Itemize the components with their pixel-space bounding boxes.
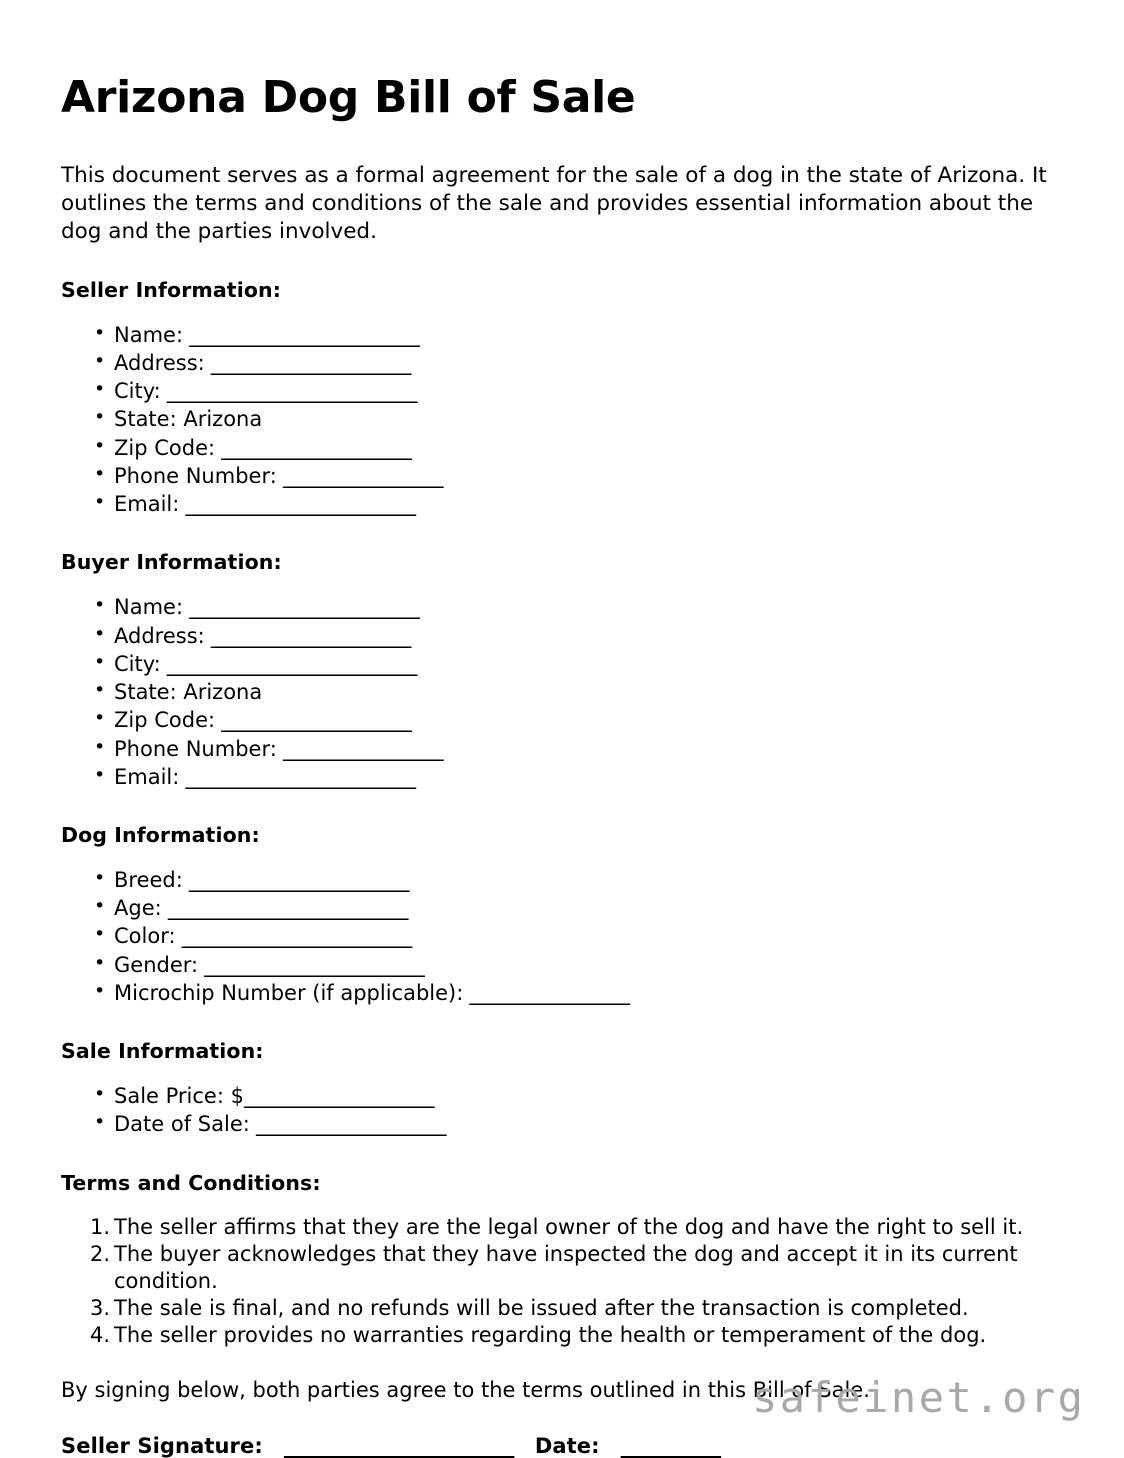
- date-blank[interactable]: __________: [620, 1433, 721, 1458]
- field-blank[interactable]: ________________________: [161, 896, 408, 921]
- field-label: State:: [114, 680, 177, 705]
- dog-information-heading: Dog Information:: [61, 823, 260, 847]
- field-label: Zip Code:: [114, 708, 216, 733]
- signature-row: [61, 1404, 1061, 1458]
- field-blank[interactable]: ____________________: [204, 350, 411, 375]
- list-item: [61, 622, 1061, 650]
- list-item: [61, 678, 1061, 706]
- terms-list-item: The seller affirms that they are the legal owner of the dog and have the right to sell it.: [114, 1214, 1024, 1239]
- field-blank[interactable]: ________________: [276, 463, 443, 488]
- field-blank[interactable]: _______________________: [183, 595, 420, 620]
- field-blank[interactable]: _________________________: [160, 379, 417, 404]
- field-blank[interactable]: ______________________: [198, 952, 425, 977]
- field-blank[interactable]: _______________________: [179, 764, 416, 789]
- field-blank[interactable]: ___________________: [243, 1084, 434, 1109]
- seller-signature-label: Seller Signature:: [61, 1433, 263, 1458]
- list-item: [61, 650, 1061, 678]
- field-label: Address:: [114, 623, 205, 648]
- list-item: [61, 922, 1061, 950]
- list-item: [61, 763, 1061, 791]
- field-label: State:: [114, 407, 177, 432]
- list-item: [61, 951, 1061, 979]
- list-item: [61, 706, 1061, 734]
- field-label: Name:: [114, 322, 184, 347]
- closing-statement: By signing below, both parties agree to the terms outlined in this Bill of Sale.: [61, 1377, 870, 1402]
- seller-field-list: [61, 302, 1061, 519]
- field-label: Date of Sale:: [114, 1112, 250, 1137]
- field-blank[interactable]: _______________________: [175, 924, 412, 949]
- list-item: [61, 405, 1061, 433]
- list-item: [61, 735, 1061, 763]
- buyer-information-heading: Buyer Information:: [61, 550, 282, 575]
- field-label: Age:: [114, 896, 162, 921]
- list-item: [61, 1082, 1061, 1110]
- field-blank[interactable]: _______________________: [179, 492, 416, 517]
- field-blank[interactable]: ___________________: [215, 435, 412, 460]
- terms-list-item: The sale is final, and no refunds will be issued after the transaction is completed.: [114, 1295, 969, 1320]
- list-item: [61, 434, 1061, 462]
- field-value: Arizona: [176, 680, 263, 705]
- field-label: Phone Number:: [114, 463, 277, 488]
- field-label: Name:: [114, 595, 184, 620]
- field-blank[interactable]: ___________________: [249, 1112, 447, 1137]
- site-watermark: safeinet.org: [752, 1373, 1086, 1422]
- date-label: Date:: [534, 1433, 600, 1458]
- sale-information-heading: Sale Information:: [61, 1039, 264, 1064]
- field-label: Phone Number:: [114, 736, 277, 761]
- sale-field-list: [61, 1063, 1061, 1138]
- field-label: Sale Price: $: [114, 1084, 244, 1109]
- document-content: [61, 0, 1061, 1458]
- field-label: Address:: [114, 350, 205, 375]
- field-label: Email:: [114, 492, 180, 517]
- field-blank[interactable]: ________________: [463, 980, 630, 1005]
- field-label: Gender:: [114, 952, 199, 977]
- field-label: City:: [114, 379, 161, 404]
- list-item: [61, 1110, 1061, 1138]
- dog-field-list: [61, 847, 1061, 1007]
- field-label: City:: [114, 651, 161, 676]
- field-label: Breed:: [114, 868, 183, 892]
- field-blank[interactable]: ____________________: [204, 623, 411, 648]
- page-title: Arizona Dog Bill of Sale: [61, 72, 636, 123]
- intro-paragraph: This document serves as a formal agreement for the sale of a dog in the state of Arizona. It outlines the terms and conditions of the sale and provides essential information about the dog and the parties involved.: [61, 162, 1047, 244]
- field-blank[interactable]: _______________________: [183, 322, 420, 347]
- field-label: Color:: [114, 924, 176, 949]
- list-item: [61, 894, 1061, 922]
- list-item: [61, 462, 1061, 490]
- terms-list-item: The buyer acknowledges that they have inspected the dog and accept it in its current condition.: [114, 1241, 1018, 1293]
- field-label: Email:: [114, 764, 180, 789]
- field-blank[interactable]: ___________________: [215, 708, 412, 733]
- list-item: [61, 377, 1061, 405]
- field-blank[interactable]: ______________________: [182, 868, 410, 892]
- list-item: [61, 349, 1061, 377]
- list-item: [61, 490, 1061, 518]
- list-item: [61, 593, 1061, 621]
- terms-and-conditions-heading: Terms and Conditions:: [61, 1170, 321, 1195]
- list-item: [61, 866, 1061, 894]
- buyer-field-list: [61, 574, 1061, 791]
- terms-list: [61, 1195, 1061, 1349]
- field-label: Zip Code:: [114, 435, 216, 460]
- seller-information-heading: Seller Information:: [61, 277, 282, 302]
- field-blank[interactable]: ________________: [276, 736, 443, 761]
- field-value: Arizona: [176, 407, 263, 432]
- list-item: [61, 321, 1061, 349]
- seller-signature-blank[interactable]: _______________________: [283, 1433, 514, 1458]
- terms-list-item: The seller provides no warranties regarding the health or temperament of the dog.: [114, 1322, 987, 1347]
- field-blank[interactable]: _________________________: [160, 651, 417, 676]
- field-label: Microchip Number (if applicable):: [114, 980, 464, 1005]
- list-item: [61, 979, 1061, 1007]
